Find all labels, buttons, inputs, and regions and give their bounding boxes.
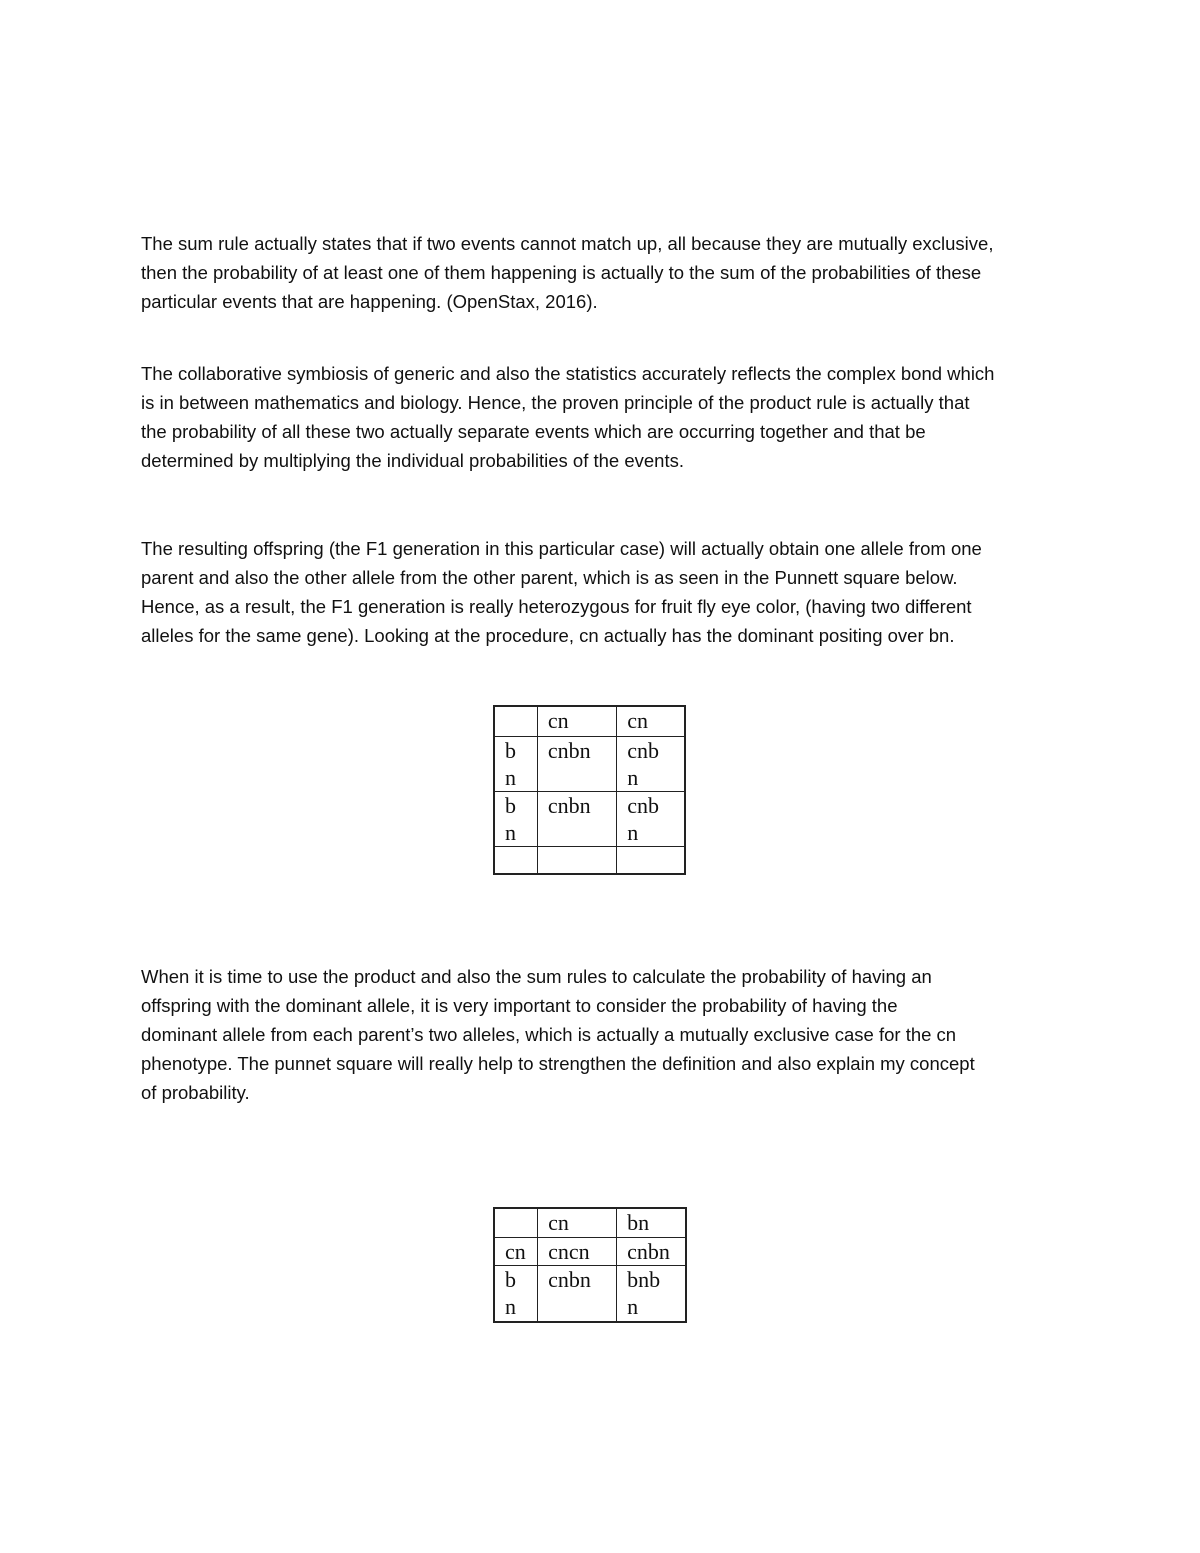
table-row — [494, 1265, 686, 1322]
cell-line: b — [505, 1266, 516, 1292]
table-cell — [494, 846, 537, 874]
paragraph-line: dominant allele from each parent’s two alleles, which is actually a mutually exclusive case for the cn — [141, 1024, 957, 1045]
table-cell: cn — [537, 706, 616, 736]
cell-line: n — [627, 1293, 639, 1319]
punnett-square-1 — [493, 705, 686, 875]
table-row — [494, 736, 685, 791]
cell-line: cnb — [627, 792, 659, 818]
table-cell — [617, 846, 685, 874]
paragraph-probability-calculation — [141, 962, 1071, 1107]
table-row — [494, 1208, 686, 1237]
paragraph-line: The resulting offspring (the F1 generation in this particular case) will actually obtain one allele from one — [141, 538, 982, 559]
table-cell: bn — [617, 1208, 686, 1237]
table-cell — [494, 791, 537, 846]
paragraph-line: is in between mathematics and biology. Hence, the proven principle of the product rule is actually that — [141, 392, 970, 413]
cell-line: n — [505, 1293, 516, 1319]
table-cell: cnbn — [537, 736, 616, 791]
table-cell — [494, 706, 537, 736]
cell-line: n — [627, 764, 639, 790]
table-cell: cn — [494, 1237, 538, 1265]
table-cell — [494, 736, 537, 791]
paragraph-line: parent and also the other allele from the other parent, which is as seen in the Punnett square below. — [141, 567, 958, 588]
paragraph-line: particular events that are happening. (OpenStax, 2016). — [141, 291, 598, 312]
paragraph-line: phenotype. The punnet square will really help to strengthen the definition and also explain my concept — [141, 1053, 975, 1074]
table-cell — [617, 1265, 686, 1322]
cell-line: b — [505, 792, 516, 818]
paragraph-line: offspring with the dominant allele, it is very important to consider the probability of having the — [141, 995, 898, 1016]
table-cell: cncn — [538, 1237, 617, 1265]
table-cell — [537, 846, 616, 874]
paragraph-line: The sum rule actually states that if two events cannot match up, all because they are mutually exclusive, — [141, 233, 994, 254]
cell-line: n — [505, 819, 516, 845]
table-cell — [494, 1265, 538, 1322]
table-cell: cn — [617, 706, 685, 736]
paragraph-line: the probability of all these two actually separate events which are occurring together and that be — [141, 421, 926, 442]
paragraph-line: The collaborative symbiosis of generic and also the statistics accurately reflects the complex bond which — [141, 363, 995, 384]
cell-line: n — [627, 819, 639, 845]
table-cell: cnbn — [617, 1237, 686, 1265]
cell-line: cnb — [627, 737, 659, 763]
paragraph-line: determined by multiplying the individual probabilities of the events. — [141, 450, 684, 471]
paragraph-line: of probability. — [141, 1082, 250, 1103]
table-row — [494, 1237, 686, 1265]
paragraph-line: Hence, as a result, the F1 generation is really heterozygous for fruit fly eye color, (having two different — [141, 596, 972, 617]
cell-line: b — [505, 737, 516, 763]
paragraph-line: When it is time to use the product and also the sum rules to calculate the probability of having an — [141, 966, 932, 987]
paragraph-line: alleles for the same gene). Looking at the procedure, cn actually has the dominant positing over bn. — [141, 625, 955, 646]
paragraph-f1-generation — [141, 534, 1071, 650]
table-cell: cnbn — [538, 1265, 617, 1322]
table-row — [494, 706, 685, 736]
table-cell — [494, 1208, 538, 1237]
table-cell: cn — [538, 1208, 617, 1237]
table-cell: cnbn — [537, 791, 616, 846]
table-row — [494, 791, 685, 846]
cell-line: bnb — [627, 1266, 661, 1292]
paragraph-sum-rule — [141, 229, 1071, 316]
table-row — [494, 846, 685, 874]
cell-line: n — [505, 764, 516, 790]
table-cell — [617, 736, 685, 791]
punnett-square-2 — [493, 1207, 687, 1323]
paragraph-product-rule — [141, 359, 1071, 475]
paragraph-line: then the probability of at least one of them happening is actually to the sum of the probabilities of these — [141, 262, 982, 283]
table-cell — [617, 791, 685, 846]
